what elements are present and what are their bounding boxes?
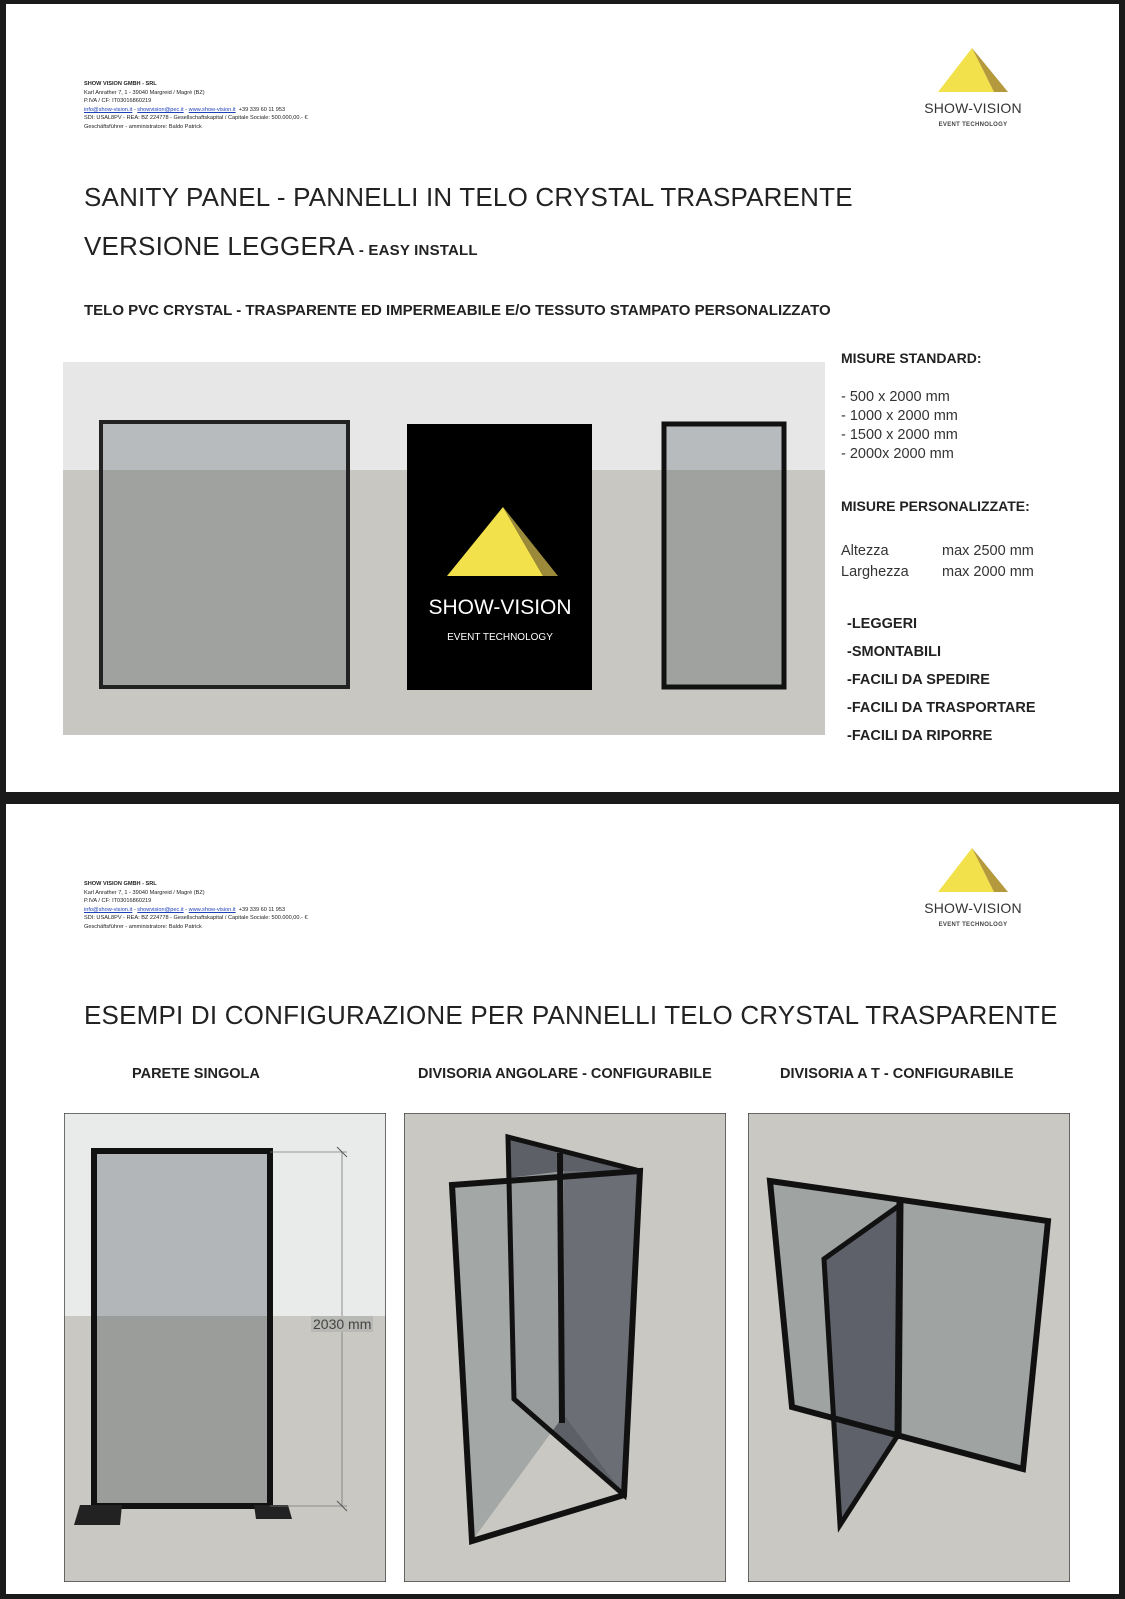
- company-phone: +39 339 60 11 953: [238, 906, 286, 913]
- pyramid-logo-icon: [938, 48, 1008, 94]
- company-registry: SDI: USAL8PV - REA: BZ 224778 - Gesellschaftskapital / Capitale Sociale: 500.000,00.- €: [84, 115, 308, 122]
- single-wall-illustration: [64, 1113, 386, 1582]
- page-title: ESEMPI DI CONFIGURAZIONE PER PANNELLI TELO CRYSTAL TRASPARENTE: [84, 1000, 1058, 1030]
- version-heading: [84, 231, 478, 262]
- website-link[interactable]: www.show-vision.it: [188, 906, 236, 913]
- company-manager: Geschäftsführer - amministratore: Baldo Patrick: [84, 923, 202, 930]
- wide-glass-panel: [101, 422, 348, 687]
- website-link[interactable]: www.show-vision.it: [188, 106, 236, 113]
- narrow-glass-panel: [664, 424, 784, 687]
- version-tag: - EASY INSTALL: [354, 242, 478, 259]
- custom-width-value: max 2000 mm: [942, 564, 1034, 580]
- standard-size: - 1000 x 2000 mm: [841, 408, 958, 424]
- panels-illustration: [63, 362, 825, 735]
- email-link[interactable]: info@show-vision.it: [84, 106, 133, 113]
- page-1: [6, 4, 1119, 792]
- company-contacts: info@show-vision.it - showvision@pec.it - www.show-vision.it +39 339 60 11 953: [84, 106, 286, 113]
- custom-height-value: max 2500 mm: [942, 543, 1034, 559]
- page-title: SANITY PANEL - PANNELLI IN TELO CRYSTAL TRASPARENTE: [84, 182, 853, 212]
- company-info: [84, 880, 308, 932]
- custom-height-label: Altezza: [841, 543, 889, 559]
- custom-sizes-title: MISURE PERSONALIZZATE:: [841, 498, 1030, 514]
- custom-width-label: Larghezza: [841, 564, 909, 580]
- feature-item: -SMONTABILI: [847, 644, 941, 660]
- feature-item: -FACILI DA SPEDIRE: [847, 672, 990, 688]
- standard-sizes-title: MISURE STANDARD:: [841, 350, 982, 366]
- standard-size: - 2000x 2000 mm: [841, 446, 954, 462]
- logo-name: SHOW-VISION: [924, 100, 1022, 116]
- standard-size: - 500 x 2000 mm: [841, 389, 950, 405]
- company-phone: +39 339 60 11 953: [238, 106, 286, 113]
- company-vat: P.IVA / CF: IT03016860219: [84, 898, 152, 905]
- page-2: [6, 804, 1119, 1594]
- company-info: [84, 80, 308, 132]
- company-address: Karl Anrather 7, 1 - 39040 Margreid / Magrè (BZ): [84, 89, 205, 96]
- logo-subtitle: EVENT TECHNOLOGY: [938, 922, 1008, 928]
- feature-item: -FACILI DA RIPORRE: [847, 728, 993, 744]
- corner-divider-illustration: [404, 1113, 726, 1582]
- feature-item: -LEGGERI: [847, 616, 918, 632]
- column-heading-corner-divider: DIVISORIA ANGOLARE - CONFIGURABILE: [418, 1066, 712, 1082]
- brand-logo: [918, 48, 1028, 128]
- company-address: Karl Anrather 7, 1 - 39040 Margreid / Magrè (BZ): [84, 889, 205, 896]
- brand-logo: [918, 848, 1028, 928]
- version-title: VERSIONE LEGGERA: [84, 231, 355, 261]
- column-heading-t-divider: DIVISORIA A T - CONFIGURABILE: [780, 1066, 1014, 1082]
- column-heading-single-wall: PARETE SINGOLA: [132, 1066, 260, 1082]
- pec-link[interactable]: showvision@pec.it: [137, 106, 184, 113]
- pec-link[interactable]: showvision@pec.it: [137, 906, 184, 913]
- branded-panel: [407, 424, 592, 690]
- company-name: SHOW VISION GMBH - SRL: [84, 81, 157, 87]
- height-dimension-label: 2030 mm: [313, 1316, 372, 1332]
- pyramid-logo-icon: [938, 848, 1008, 894]
- logo-name: SHOW-VISION: [924, 900, 1022, 916]
- company-registry: SDI: USAL8PV - REA: BZ 224778 - Gesellschaftskapital / Capitale Sociale: 500.000,00.- €: [84, 915, 308, 922]
- company-name: SHOW VISION GMBH - SRL: [84, 881, 157, 887]
- email-link[interactable]: info@show-vision.it: [84, 906, 133, 913]
- logo-subtitle: EVENT TECHNOLOGY: [938, 122, 1008, 128]
- standard-size: - 1500 x 2000 mm: [841, 427, 958, 443]
- panel-logo-name: SHOW-VISION: [428, 596, 572, 619]
- feature-item: -FACILI DA TRASPORTARE: [847, 700, 1036, 716]
- company-vat: P.IVA / CF: IT03016860219: [84, 98, 152, 105]
- company-manager: Geschäftsführer - amministratore: Baldo Patrick: [84, 123, 202, 130]
- panel-logo-subtitle: EVENT TECHNOLOGY: [447, 632, 553, 643]
- material-heading: TELO PVC CRYSTAL - TRASPARENTE ED IMPERMEABILE E/O TESSUTO STAMPATO PERSONALIZZATO: [84, 302, 831, 319]
- company-contacts: info@show-vision.it - showvision@pec.it - www.show-vision.it +39 339 60 11 953: [84, 906, 286, 913]
- t-divider-illustration: [748, 1113, 1070, 1582]
